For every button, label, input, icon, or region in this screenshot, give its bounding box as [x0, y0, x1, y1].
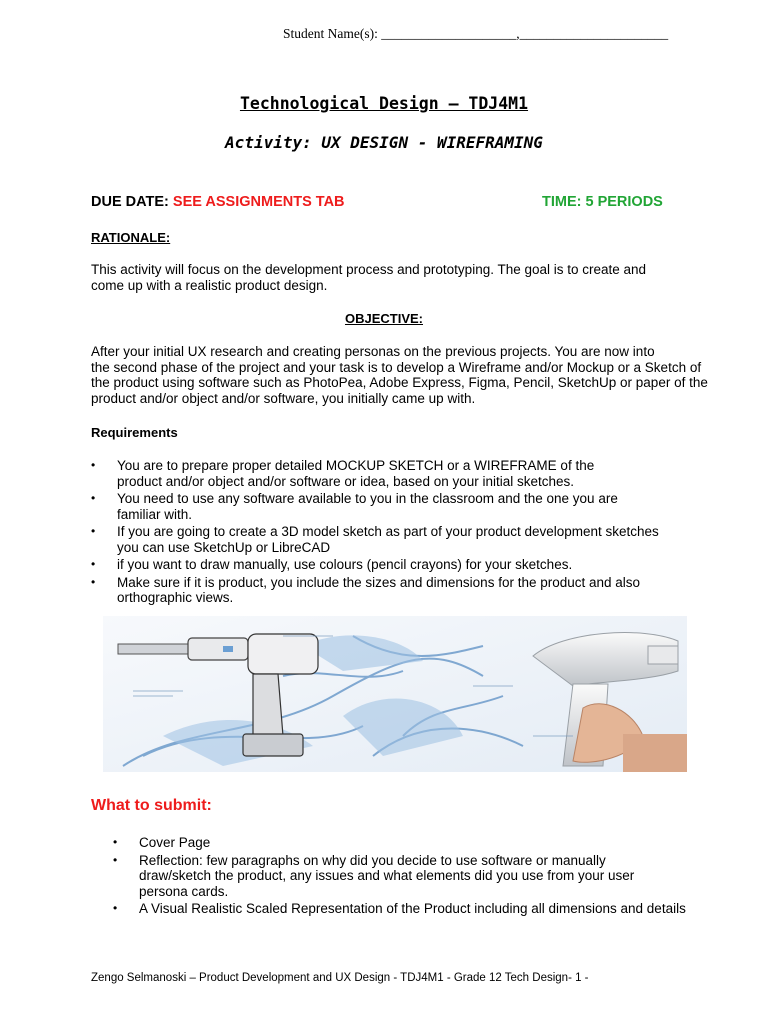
- objective-line: the product using software such as PhotoPea, Adobe Express, Figma, Pencil, SketchUp or paper of the: [91, 375, 708, 390]
- list-item: • You are to prepare proper detailed MOCKUP SKETCH or a WIREFRAME of the product and/or object and/or software or idea, based on your initial sketches.: [91, 458, 659, 489]
- document-title: Technological Design – TDJ4M1: [239, 94, 529, 113]
- student-name-line: Student Name(s): ____________________,______________________: [283, 26, 669, 41]
- due-date: [91, 194, 345, 210]
- list-item: • Reflection: few paragraphs on why did you decide to use software or manually draw/sketch the product, any issues and what elements did you use from your user persona cards.: [113, 853, 686, 900]
- list-item: • Cover Page: [113, 835, 686, 851]
- due-date-value: SEE ASSIGNMENTS TAB: [172, 194, 345, 210]
- requirements-list: [91, 458, 659, 608]
- objective-line: product and/or object and/or software, you initially came up with.: [91, 390, 476, 406]
- product-sketch-image: [103, 616, 687, 772]
- rationale-text: [91, 262, 646, 293]
- objective-line: After your initial UX research and creating personas on the previous projects. You are now into: [91, 344, 655, 359]
- submit-heading: What to submit:: [91, 797, 212, 814]
- submit-list: [113, 835, 686, 919]
- activity-title: Activity: UX DESIGN - WIREFRAMING: [225, 133, 543, 152]
- list-item: • You need to use any software available to you in the classroom and the one you are familiar with.: [91, 491, 659, 522]
- rationale-line: This activity will focus on the development process and prototyping. The goal is to create and: [91, 262, 647, 277]
- objective-heading: OBJECTIVE:: [344, 311, 423, 326]
- rationale-line: come up with a realistic product design.: [91, 277, 328, 293]
- list-item: • Make sure if it is product, you include the sizes and dimensions for the product and also orthographic views.: [91, 575, 659, 606]
- list-item: • if you want to draw manually, use colours (pencil crayons) for your sketches.: [91, 557, 659, 573]
- list-item: • If you are going to create a 3D model sketch as part of your product development sketches you can use SketchUp or LibreCAD: [91, 524, 659, 555]
- time-allotted: TIME: 5 PERIODS: [542, 194, 663, 210]
- objective-line: the second phase of the project and your task is to develop a Wireframe and/or Mockup or a Sketch of: [91, 359, 702, 375]
- rationale-heading: RATIONALE:: [91, 230, 171, 245]
- drill-sketch-illustration: [103, 616, 687, 772]
- objective-text: [91, 344, 708, 406]
- requirements-heading: Requirements: [91, 425, 178, 440]
- list-item: • A Visual Realistic Scaled Representation of the Product including all dimensions and details: [113, 901, 686, 917]
- due-date-label: DUE DATE:: [91, 194, 173, 210]
- page-footer: Zengo Selmanoski – Product Development and UX Design - TDJ4M1 - Grade 12 Tech Design- 1 -: [91, 972, 589, 984]
